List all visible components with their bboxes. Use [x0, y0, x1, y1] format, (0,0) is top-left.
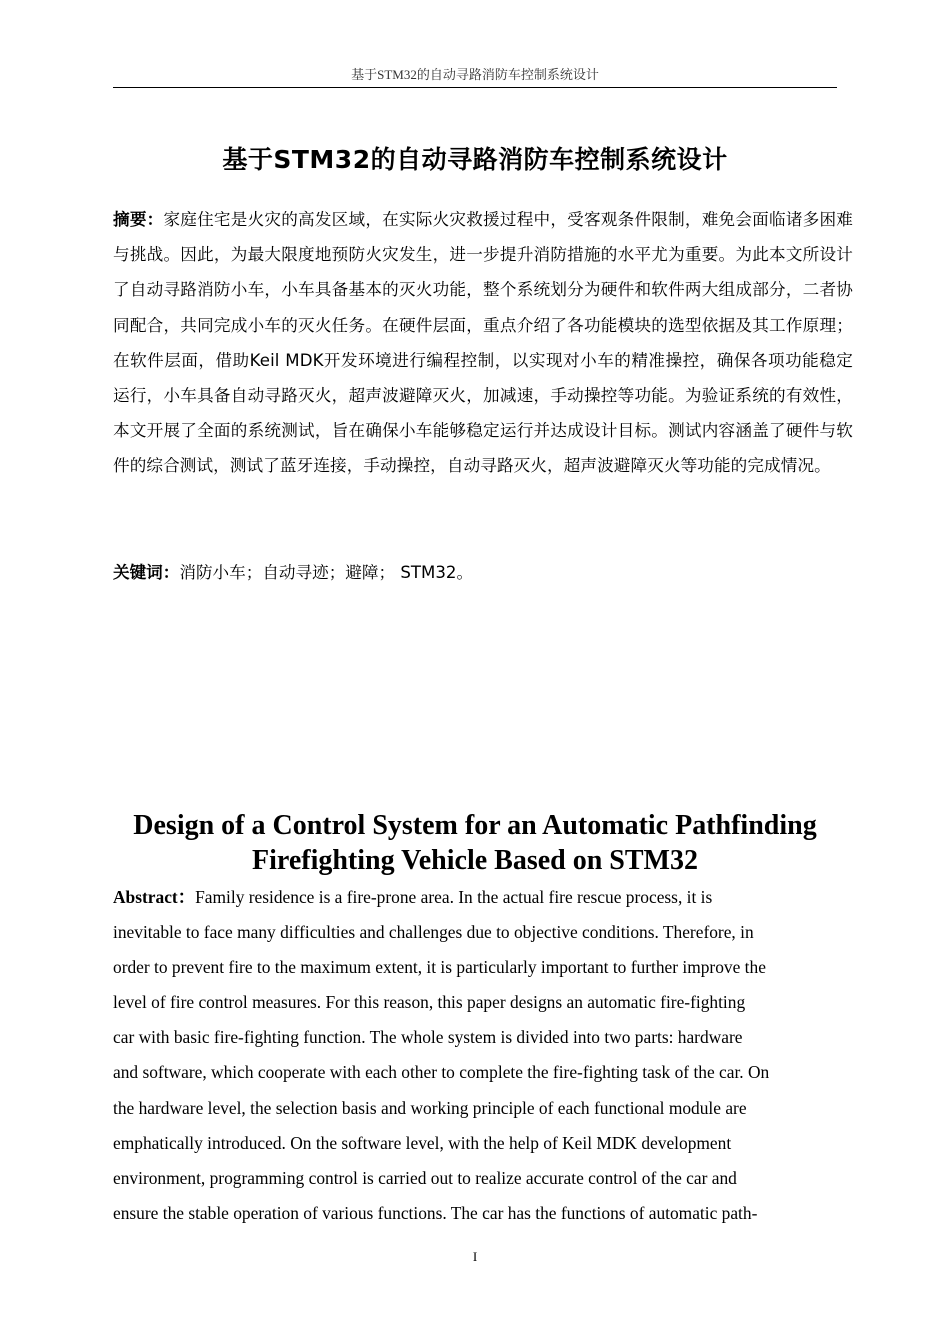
- english-abstract-line: the hardware level, the selection basis and working principle of each functional module are: [113, 1097, 747, 1118]
- english-abstract-label: Abstract：: [113, 887, 196, 907]
- english-abstract-line: Abstract：Family residence is a fire-prone area. In the actual fire rescue process, it is: [113, 887, 713, 907]
- chinese-abstract-label: 摘要：: [113, 210, 164, 229]
- english-abstract-line: emphatically introduced. On the software level, with the help of Keil MDK development: [113, 1132, 732, 1153]
- chinese-title: 基于STM32的自动寻路消防车控制系统设计: [222, 145, 728, 174]
- english-abstract-line: ensure the stable operation of various functions. The car has the functions of automatic path-: [113, 1202, 758, 1223]
- header-rule: [113, 87, 837, 88]
- english-abstract: [113, 880, 843, 1231]
- english-abstract-line: level of fire control measures. For this reason, this paper designs an automatic fire-fighting: [113, 992, 746, 1013]
- page-number: I: [472, 1249, 478, 1264]
- chinese-abstract-text: 家庭住宅是火灾的高发区域，在实际火灾救援过程中，受客观条件限制，难免会面临诸多困难与挑战。因此，为最大限度地预防火灾发生，进一步提升消防措施的水平尤为重要。为此本文所设计了自动寻路消防小车，小车具备基本的灭火功能，整个系统划分为硬件和软件两大组成部分，二者协同配合，共同完成小车的灭火任务。在硬件层面，重点介绍了各功能模块的选型依据及其工作原理；在软件层面，借助Keil MDK开发环境进行编程控制，以实现对小车的精准操控，确保各项功能稳定运行，小车具备自动寻路灭火，超声波避障灭火，加减速，手动操控等功能。为验证系统的有效性，本文开展了全面的系统测试，旨在确保小车能够稳定运行并达成设计目标。测试内容涵盖了硬件与软件的综合测试，测试了蓝牙连接，手动操控，自动寻路灭火，超声波避障灭火等功能的完成情况。: [113, 210, 853, 476]
- english-abstract-line: and software, which cooperate with each other to complete the fire-fighting task of the car. On: [113, 1062, 770, 1083]
- english-title: Design of a Control System for an Automatic Pathfinding Firefighting Vehicle Based on STM32: [133, 810, 817, 876]
- english-abstract-line: car with basic fire-fighting function. The whole system is divided into two parts: hardware: [113, 1027, 743, 1048]
- chinese-keywords: [113, 555, 837, 590]
- running-header: 基于STM32的自动寻路消防车控制系统设计: [351, 67, 599, 82]
- chinese-abstract: [113, 202, 853, 484]
- english-abstract-line: order to prevent fire to the maximum extent, it is particularly important to further improve the: [113, 957, 766, 978]
- chinese-keywords-label: 关键词：: [113, 563, 180, 582]
- english-abstract-line: environment, programming control is carried out to realize accurate control of the car and: [113, 1167, 737, 1188]
- chinese-keywords-text: 消防小车；自动寻迹；避障； STM32。: [179, 563, 474, 582]
- english-abstract-line: inevitable to face many difficulties and challenges due to objective conditions. Therefore, in: [113, 922, 754, 943]
